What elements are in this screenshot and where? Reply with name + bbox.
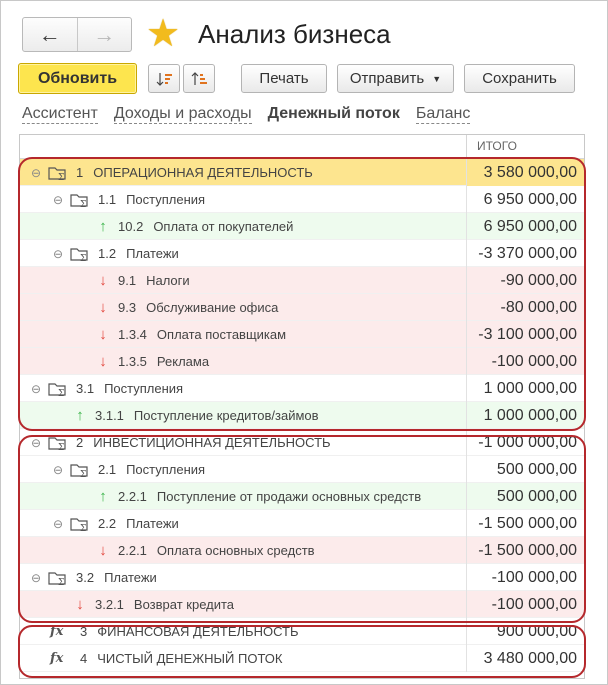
table-row[interactable] bbox=[20, 348, 584, 375]
row-name-cell bbox=[20, 537, 542, 564]
row-name-cell bbox=[20, 294, 542, 321]
svg-text:Σ: Σ bbox=[80, 253, 87, 262]
sort-descending-icon bbox=[190, 71, 208, 87]
row-label: Поступления bbox=[126, 192, 206, 207]
row-label: ОПЕРАЦИОННАЯ ДЕЯТЕЛЬНОСТЬ bbox=[93, 165, 313, 180]
tab-cash-flow[interactable]: Денежный поток bbox=[267, 105, 400, 122]
table-row[interactable] bbox=[20, 645, 584, 672]
svg-text:Σ: Σ bbox=[80, 469, 87, 478]
collapse-toggle-icon[interactable]: ⊖ bbox=[30, 570, 42, 585]
row-total-value: -1 000 000,00 bbox=[466, 429, 584, 456]
svg-text:Σ: Σ bbox=[80, 199, 87, 208]
collapse-toggle-icon[interactable]: ⊖ bbox=[30, 165, 42, 180]
row-total-value: 1 000 000,00 bbox=[466, 402, 584, 429]
row-code: 3.2.1 bbox=[95, 597, 124, 612]
row-label: Платежи bbox=[104, 570, 157, 585]
expense-arrow-down-icon: ↓ bbox=[99, 326, 107, 343]
column-header-total: ИТОГО bbox=[466, 135, 584, 158]
row-name-cell bbox=[20, 564, 476, 591]
favorite-star-icon[interactable]: ★ bbox=[146, 13, 181, 55]
row-label: Платежи bbox=[126, 516, 179, 531]
table-row[interactable] bbox=[20, 267, 584, 294]
row-total-value: 6 950 000,00 bbox=[466, 186, 584, 213]
row-label: Оплата основных средств bbox=[156, 543, 315, 558]
table-row[interactable] bbox=[20, 537, 584, 564]
row-name-cell bbox=[20, 267, 542, 294]
row-code: 9.3 bbox=[118, 300, 137, 315]
row-label: ЧИСТЫЙ ДЕНЕЖНЫЙ ПОТОК bbox=[97, 651, 283, 666]
row-code: 1 bbox=[76, 165, 84, 180]
row-code: 2.2.1 bbox=[118, 543, 147, 558]
row-code: 2.1 bbox=[98, 462, 117, 477]
row-code: 10.2 bbox=[118, 219, 144, 234]
collapse-toggle-icon[interactable]: ⊖ bbox=[30, 435, 42, 450]
row-total-value: 3 480 000,00 bbox=[466, 645, 584, 672]
table-body bbox=[20, 159, 584, 672]
row-code: 3.2 bbox=[76, 570, 95, 585]
row-name-cell bbox=[20, 348, 542, 375]
row-code: 2 bbox=[76, 435, 84, 450]
formula-fx-icon: fx bbox=[50, 651, 64, 666]
row-name-cell bbox=[20, 186, 498, 213]
row-total-value: -80 000,00 bbox=[466, 294, 584, 321]
dropdown-caret-icon: ▼ bbox=[432, 73, 442, 84]
row-total-value: 500 000,00 bbox=[466, 456, 584, 483]
sum-folder-icon bbox=[70, 462, 90, 478]
row-name-cell bbox=[20, 159, 476, 186]
row-name-cell bbox=[20, 402, 519, 429]
expense-arrow-down-icon: ↓ bbox=[76, 596, 84, 613]
sort-descending-button[interactable] bbox=[183, 64, 215, 93]
collapse-toggle-icon[interactable]: ⊖ bbox=[52, 192, 64, 207]
sort-ascending-icon bbox=[155, 71, 173, 87]
row-code: 9.1 bbox=[118, 273, 137, 288]
table-row[interactable] bbox=[20, 213, 584, 240]
row-name-cell bbox=[20, 510, 498, 537]
row-label: Возврат кредита bbox=[133, 597, 235, 612]
forward-button[interactable] bbox=[77, 18, 132, 51]
row-name-cell bbox=[20, 591, 519, 618]
row-total-value: 900 000,00 bbox=[466, 618, 584, 645]
income-arrow-up-icon: ↑ bbox=[99, 218, 107, 235]
print-button[interactable]: Печать bbox=[241, 64, 327, 93]
row-label: Реклама bbox=[156, 354, 210, 369]
table-row[interactable] bbox=[20, 402, 584, 429]
row-total-value: -100 000,00 bbox=[466, 348, 584, 375]
row-label: ФИНАНСОВАЯ ДЕЯТЕЛЬНОСТЬ bbox=[97, 624, 299, 639]
row-total-value: 1 000 000,00 bbox=[466, 375, 584, 402]
send-label: Отправить bbox=[349, 70, 425, 87]
table-row[interactable] bbox=[20, 240, 584, 267]
table-row[interactable] bbox=[20, 294, 584, 321]
sum-folder-icon bbox=[70, 246, 90, 262]
row-code: 3 bbox=[80, 624, 88, 639]
svg-text:Σ: Σ bbox=[58, 442, 65, 451]
income-arrow-up-icon: ↑ bbox=[76, 407, 84, 424]
table-row[interactable] bbox=[20, 186, 584, 213]
tab-assistant[interactable]: Ассистент bbox=[22, 105, 98, 122]
row-total-value: -100 000,00 bbox=[466, 591, 584, 618]
row-total-value: -90 000,00 bbox=[466, 267, 584, 294]
table-row[interactable] bbox=[20, 564, 584, 591]
row-label: Налоги bbox=[146, 273, 190, 288]
table-row[interactable] bbox=[20, 456, 584, 483]
row-code: 2.2.1 bbox=[118, 489, 147, 504]
table-row[interactable] bbox=[20, 591, 584, 618]
navigation-buttons bbox=[22, 17, 132, 52]
sum-folder-icon bbox=[48, 435, 68, 451]
sum-folder-icon bbox=[70, 516, 90, 532]
section-tabs bbox=[22, 105, 486, 124]
expense-arrow-down-icon: ↓ bbox=[99, 272, 107, 289]
row-total-value: -100 000,00 bbox=[466, 564, 584, 591]
table-row[interactable] bbox=[20, 483, 584, 510]
formula-fx-icon: fx bbox=[50, 624, 64, 639]
table-row[interactable] bbox=[20, 321, 584, 348]
sum-folder-icon bbox=[48, 165, 68, 181]
svg-text:Σ: Σ bbox=[58, 172, 65, 181]
send-button[interactable] bbox=[337, 64, 454, 93]
row-label: Поступления bbox=[104, 381, 184, 396]
svg-text:Σ: Σ bbox=[58, 577, 65, 586]
tab-income-expenses[interactable]: Доходы и расходы bbox=[113, 105, 252, 122]
row-name-cell bbox=[20, 645, 496, 672]
table-row[interactable] bbox=[20, 429, 584, 456]
row-code: 3.1 bbox=[76, 381, 95, 396]
refresh-button[interactable]: Обновить bbox=[18, 63, 137, 94]
income-arrow-up-icon: ↑ bbox=[99, 488, 107, 505]
row-total-value: -3 370 000,00 bbox=[466, 240, 584, 267]
arrow-left-icon: ← bbox=[38, 21, 61, 47]
row-name-cell bbox=[20, 456, 498, 483]
row-name-cell bbox=[20, 618, 496, 645]
row-total-value: -1 500 000,00 bbox=[466, 510, 584, 537]
sort-ascending-button[interactable] bbox=[148, 64, 180, 93]
row-name-cell bbox=[20, 321, 542, 348]
table-row[interactable] bbox=[20, 159, 584, 186]
collapse-toggle-icon[interactable]: ⊖ bbox=[30, 381, 42, 396]
row-label: Поступление от продажи основных средств bbox=[156, 489, 422, 504]
save-button[interactable]: Сохранить bbox=[464, 64, 575, 93]
row-total-value: 6 950 000,00 bbox=[466, 213, 584, 240]
row-name-cell bbox=[20, 375, 476, 402]
row-total-value: 3 580 000,00 bbox=[466, 159, 584, 186]
cash-flow-table bbox=[19, 134, 585, 679]
table-row[interactable] bbox=[20, 618, 584, 645]
row-code: 4 bbox=[80, 651, 88, 666]
expense-arrow-down-icon: ↓ bbox=[99, 353, 107, 370]
row-total-value: -1 500 000,00 bbox=[466, 537, 584, 564]
row-label: ИНВЕСТИЦИОННАЯ ДЕЯТЕЛЬНОСТЬ bbox=[93, 435, 331, 450]
row-label: Поступления bbox=[126, 462, 206, 477]
row-code: 1.2 bbox=[98, 246, 117, 261]
svg-text:Σ: Σ bbox=[80, 523, 87, 532]
expense-arrow-down-icon: ↓ bbox=[99, 542, 107, 559]
table-header bbox=[20, 135, 584, 159]
row-name-cell bbox=[20, 240, 498, 267]
sum-folder-icon bbox=[48, 381, 68, 397]
row-code: 2.2 bbox=[98, 516, 117, 531]
back-button[interactable] bbox=[23, 18, 77, 51]
row-code: 1.1 bbox=[98, 192, 117, 207]
row-code: 3.1.1 bbox=[95, 408, 124, 423]
row-name-cell bbox=[20, 213, 542, 240]
row-label: Платежи bbox=[126, 246, 179, 261]
row-label: Оплата от покупателей bbox=[153, 219, 294, 234]
sum-folder-icon bbox=[48, 570, 68, 586]
row-code: 1.3.4 bbox=[118, 327, 147, 342]
collapse-toggle-icon[interactable]: ⊖ bbox=[52, 462, 64, 477]
collapse-toggle-icon[interactable]: ⊖ bbox=[52, 246, 64, 261]
row-name-cell bbox=[20, 483, 542, 510]
arrow-right-icon: → bbox=[93, 21, 116, 47]
page-title: Анализ бизнеса bbox=[198, 19, 391, 49]
sum-folder-icon bbox=[70, 192, 90, 208]
row-total-value: -3 100 000,00 bbox=[466, 321, 584, 348]
row-code: 1.3.5 bbox=[118, 354, 147, 369]
row-label: Оплата поставщикам bbox=[156, 327, 287, 342]
row-total-value: 500 000,00 bbox=[466, 483, 584, 510]
svg-text:Σ: Σ bbox=[58, 388, 65, 397]
row-name-cell bbox=[20, 429, 476, 456]
row-label: Поступление кредитов/займов bbox=[133, 408, 319, 423]
table-row[interactable] bbox=[20, 510, 584, 537]
tab-balance[interactable]: Баланс bbox=[415, 105, 471, 122]
row-label: Обслуживание офиса bbox=[146, 300, 279, 315]
table-row[interactable] bbox=[20, 375, 584, 402]
collapse-toggle-icon[interactable]: ⊖ bbox=[52, 516, 64, 531]
expense-arrow-down-icon: ↓ bbox=[99, 299, 107, 316]
